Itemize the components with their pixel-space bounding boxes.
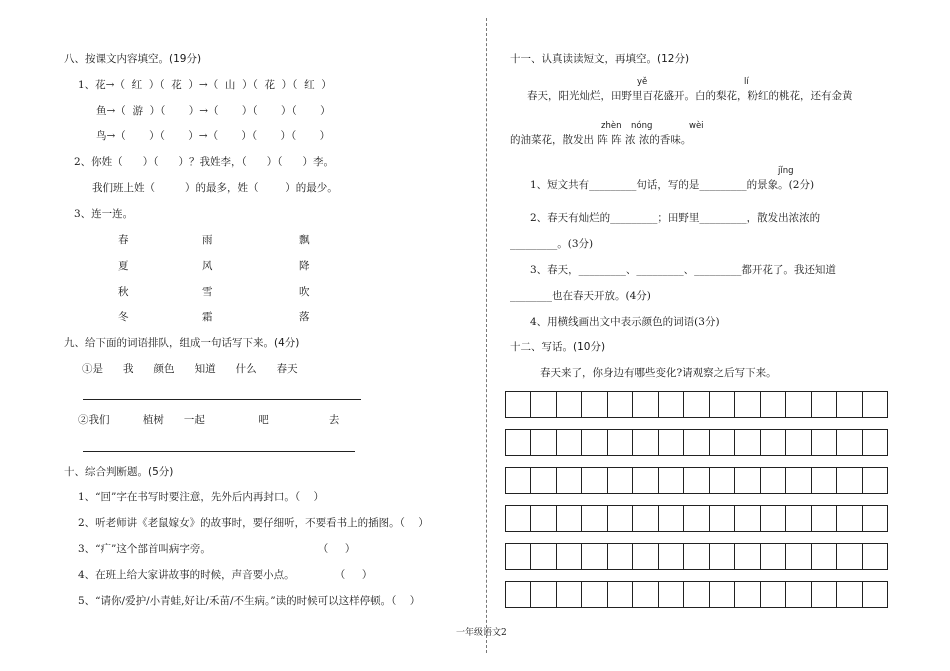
match-col1-item: 秋 — [118, 286, 129, 298]
grid-cell[interactable] — [557, 544, 582, 569]
grid-cell[interactable] — [608, 468, 633, 493]
writing-grid-row[interactable] — [505, 581, 888, 608]
q11-2b[interactable]: _________。(3分) — [510, 238, 594, 250]
match-col1-item: 春 — [118, 234, 129, 246]
passage-line-1: 春天，阳光灿烂，田野里百花盛开。白的梨花，粉红的桃花，还有金黄 — [527, 90, 853, 102]
passage-line-2: 的油菜花，散发出 阵 阵 浓 浓的香味。 — [510, 134, 692, 146]
grid-cell[interactable] — [786, 544, 811, 569]
grid-cell[interactable] — [710, 468, 735, 493]
match-col2-item: 风 — [202, 260, 213, 272]
grid-cell[interactable] — [786, 392, 811, 417]
grid-cell[interactable] — [812, 392, 837, 417]
grid-cell[interactable] — [582, 392, 607, 417]
q8-1-row2: 鱼→（ 游 ）（ ）→（ ）（ ）（ ） — [96, 105, 331, 117]
grid-cell[interactable] — [557, 392, 582, 417]
grid-cell[interactable] — [608, 506, 633, 531]
grid-cell[interactable] — [735, 506, 760, 531]
q8-1-row1: 1、花→（ 红 ）（ 花 ）→（ 山 ）（ 花 ）（ 红 ） — [78, 79, 332, 91]
grid-cell[interactable] — [786, 468, 811, 493]
grid-cell[interactable] — [786, 430, 811, 455]
grid-cell[interactable] — [582, 544, 607, 569]
grid-cell[interactable] — [506, 468, 531, 493]
grid-cell[interactable] — [761, 430, 786, 455]
grid-cell[interactable] — [684, 544, 709, 569]
q11-3b[interactable]: ________也在春天开放。(4分) — [510, 290, 651, 302]
q9-2-words: ②我们 植树 一起 吧 去 — [78, 414, 340, 426]
grid-cell[interactable] — [761, 468, 786, 493]
grid-cell[interactable] — [659, 582, 684, 607]
grid-cell[interactable] — [710, 544, 735, 569]
grid-cell[interactable] — [786, 582, 811, 607]
writing-grid-row[interactable] — [505, 543, 888, 570]
grid-cell[interactable] — [735, 582, 760, 607]
grid-cell[interactable] — [633, 430, 658, 455]
grid-cell[interactable] — [531, 506, 556, 531]
grid-cell[interactable] — [812, 506, 837, 531]
grid-cell[interactable] — [608, 544, 633, 569]
grid-cell[interactable] — [684, 506, 709, 531]
q9-2-answer-line[interactable] — [83, 451, 355, 452]
writing-prompt: 春天来了，你身边有哪些变化?请观察之后写下来。 — [540, 367, 777, 379]
match-col3-item: 吹 — [299, 286, 310, 298]
grid-cell[interactable] — [863, 506, 887, 531]
section-9-title: 九、给下面的词语排队，组成一句话写下来。(4分) — [64, 337, 300, 349]
writing-grid-row[interactable] — [505, 467, 888, 494]
grid-cell[interactable] — [633, 392, 658, 417]
grid-cell[interactable] — [863, 392, 887, 417]
section-8-title: 八、按课文内容填空。(19分) — [64, 53, 202, 65]
section-10-title: 十、综合判断题。(5分) — [64, 466, 174, 478]
grid-cell[interactable] — [710, 392, 735, 417]
grid-cell[interactable] — [837, 430, 862, 455]
match-col3-item: 飘 — [299, 234, 310, 246]
pinyin-li: lí — [744, 77, 749, 87]
grid-cell[interactable] — [659, 468, 684, 493]
grid-cell[interactable] — [735, 392, 760, 417]
match-col3-item: 落 — [299, 311, 310, 323]
grid-cell[interactable] — [506, 506, 531, 531]
judge-item: 4、在班上给大家讲故事的时候，声音要小点。 （ ） — [78, 569, 373, 581]
match-col2-item: 雨 — [202, 234, 213, 246]
grid-cell[interactable] — [761, 506, 786, 531]
q11-1[interactable]: 1、短文共有_________句话，写的是_________的景象。(2分) — [530, 179, 815, 191]
pinyin-ye: yě — [637, 77, 648, 87]
grid-cell[interactable] — [684, 582, 709, 607]
grid-cell[interactable] — [531, 582, 556, 607]
grid-cell[interactable] — [684, 430, 709, 455]
grid-cell[interactable] — [735, 430, 760, 455]
grid-cell[interactable] — [531, 544, 556, 569]
grid-cell[interactable] — [659, 392, 684, 417]
match-col1-item: 冬 — [118, 311, 129, 323]
judge-item: 3、“疒”这个部首叫病字旁。 （ ） — [78, 543, 356, 555]
match-col2-item: 雪 — [202, 286, 213, 298]
pinyin-zhen: zhèn — [601, 121, 622, 131]
q11-4: 4、用横线画出文中表示颜色的词语(3分) — [530, 316, 720, 328]
grid-cell[interactable] — [659, 506, 684, 531]
grid-cell[interactable] — [710, 582, 735, 607]
q9-1-words: ①是 我 颜色 知道 什么 春天 — [82, 363, 298, 375]
writing-grid-row[interactable] — [505, 505, 888, 532]
section-11-title: 十一、认真读读短文，再填空。(12分) — [510, 53, 690, 65]
grid-cell[interactable] — [837, 506, 862, 531]
grid-cell[interactable] — [710, 430, 735, 455]
grid-cell[interactable] — [582, 468, 607, 493]
grid-cell[interactable] — [735, 544, 760, 569]
grid-cell[interactable] — [608, 392, 633, 417]
grid-cell[interactable] — [761, 582, 786, 607]
pinyin-jing: jǐng — [778, 166, 794, 176]
grid-cell[interactable] — [557, 506, 582, 531]
section-12-title: 十二、写话。(10分) — [510, 341, 606, 353]
grid-cell[interactable] — [633, 506, 658, 531]
grid-cell[interactable] — [735, 468, 760, 493]
grid-cell[interactable] — [812, 430, 837, 455]
grid-cell[interactable] — [812, 544, 837, 569]
grid-cell[interactable] — [812, 582, 837, 607]
grid-cell[interactable] — [837, 544, 862, 569]
grid-cell[interactable] — [633, 468, 658, 493]
grid-cell[interactable] — [863, 430, 887, 455]
grid-cell[interactable] — [608, 430, 633, 455]
pinyin-wei: wèi — [689, 121, 704, 131]
q11-2a[interactable]: 2、春天有灿烂的_________；田野里_________，散发出浓浓的 — [530, 212, 821, 224]
grid-cell[interactable] — [557, 468, 582, 493]
grid-cell[interactable] — [633, 582, 658, 607]
q8-1-row3: 鸟→（ ）（ ）→（ ）（ ）（ ） — [96, 130, 331, 142]
grid-cell[interactable] — [506, 392, 531, 417]
grid-cell[interactable] — [557, 582, 582, 607]
column-divider — [486, 18, 487, 653]
page-footer: 一年级语文2 — [456, 628, 507, 638]
grid-cell[interactable] — [531, 392, 556, 417]
grid-cell[interactable] — [837, 582, 862, 607]
grid-cell[interactable] — [863, 468, 887, 493]
grid-cell[interactable] — [582, 506, 607, 531]
grid-cell[interactable] — [582, 430, 607, 455]
grid-cell[interactable] — [761, 544, 786, 569]
grid-cell[interactable] — [837, 392, 862, 417]
match-col3-item: 降 — [299, 260, 310, 272]
grid-cell[interactable] — [506, 544, 531, 569]
judge-item: 5、“请你/爱护/小青蛙,好让/禾苗/不生病。”读的时候可以这样停顿。（ ） — [78, 595, 421, 607]
q9-1-answer-line[interactable] — [83, 399, 361, 400]
grid-cell[interactable] — [786, 506, 811, 531]
grid-cell[interactable] — [710, 506, 735, 531]
grid-cell[interactable] — [659, 544, 684, 569]
grid-cell[interactable] — [633, 544, 658, 569]
grid-cell[interactable] — [863, 544, 887, 569]
grid-cell[interactable] — [506, 582, 531, 607]
grid-cell[interactable] — [659, 430, 684, 455]
q8-3-label: 3、连一连。 — [74, 208, 134, 220]
pinyin-nong: nóng — [631, 121, 653, 131]
grid-cell[interactable] — [761, 392, 786, 417]
grid-cell[interactable] — [684, 468, 709, 493]
grid-cell[interactable] — [837, 468, 862, 493]
q8-2-row2: 我们班上姓（ ）的最多，姓（ ）的最少。 — [92, 182, 338, 194]
q11-3a[interactable]: 3、春天，_________、_________、_________都开花了。我还知道 — [530, 264, 836, 276]
grid-cell[interactable] — [812, 468, 837, 493]
q8-2-row1: 2、你姓（ ）（ ）？我姓李，（ ）（ ）李。 — [74, 156, 335, 168]
grid-cell[interactable] — [863, 582, 887, 607]
match-col2-item: 霜 — [202, 311, 213, 323]
writing-grid-row[interactable] — [505, 391, 888, 418]
writing-grid-row[interactable] — [505, 429, 888, 456]
judge-item: 2、听老师讲《老鼠嫁女》的故事时，要仔细听，不要看书上的插图。（ ） — [78, 517, 429, 529]
judge-item: 1、“回”字在书写时要注意，先外后内再封口。（ ） — [78, 491, 325, 503]
grid-cell[interactable] — [608, 582, 633, 607]
grid-cell[interactable] — [531, 430, 556, 455]
grid-cell[interactable] — [531, 468, 556, 493]
grid-cell[interactable] — [582, 582, 607, 607]
grid-cell[interactable] — [506, 430, 531, 455]
grid-cell[interactable] — [684, 392, 709, 417]
match-col1-item: 夏 — [118, 260, 129, 272]
grid-cell[interactable] — [557, 430, 582, 455]
